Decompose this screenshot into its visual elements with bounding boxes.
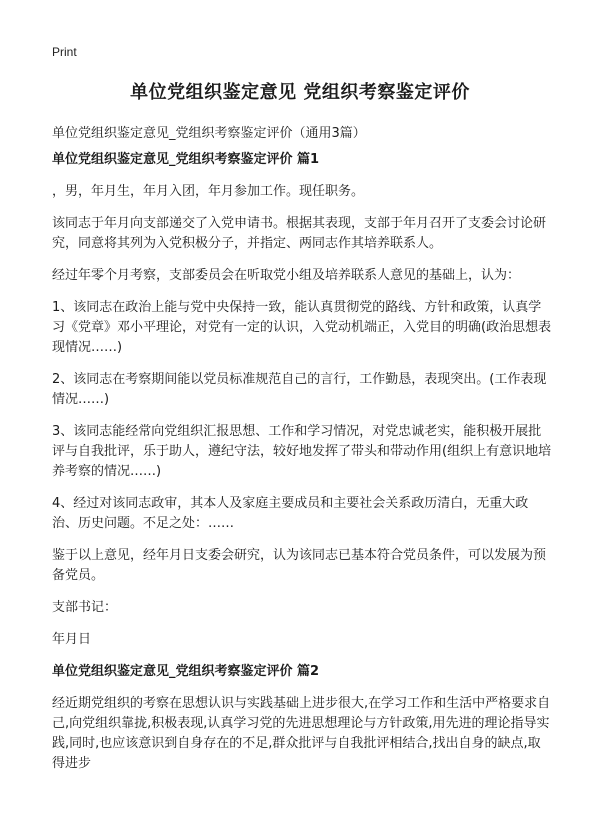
paragraph: 该同志于年月向支部递交了入党申请书。根据其表现，支部于年月召开了支委会讨论研究，同意将其列为入党积极分子，并指定、两同志作其培养联系人。 (52, 216, 547, 251)
paragraph: 经近期党组织的考察在思想认识与实践基础上进步很大,在学习工作和生活中严格要求自己,向党组织靠拢,积极表现,认真学习党的先进思想理论与方针政策,用先进的理论指导实践,同时,也应该意识到自身存在的不足,群众批评与自我批评相结合,找出自身的缺点,取得进步 (52, 696, 551, 771)
signature-label: 支部书记： (52, 600, 118, 615)
document-subtitle: 单位党组织鉴定意见_党组织考察鉴定评价（通用3篇） (52, 126, 366, 141)
paragraph: ，男，年月生，年月入团，年月参加工作。现任职务。 (52, 184, 365, 199)
paragraph: 4、经过对该同志政审，其本人及家庭主要成员和主要社会关系政历清白，无重大政治、历史问题。不足之处：…… (52, 496, 529, 531)
paragraph: 鉴于以上意见，经年月日支委会研究，认为该同志已基本符合党员条件，可以发展为预备党员。 (52, 548, 547, 583)
paragraph: 1、该同志在政治上能与党中央保持一致，能认真贯彻党的路线、方针和政策，认真学习《党章》邓小平理论，对党有一定的认识，入党动机端正，入党目的明确(政治思想表现情况……) (52, 300, 552, 355)
paragraph: 2、该同志在考察期间能以党员标准规范自己的言行，工作勤恳，表现突出。(工作表现情况……) (52, 372, 547, 407)
section-heading-1: 单位党组织鉴定意见_党组织考察鉴定评价 篇1 (52, 152, 320, 167)
paragraph: 3、该同志能经常向党组织汇报思想、工作和学习情况，对党忠诚老实，能积极开展批评与自我批评，乐于助人，遵纪守法，较好地发挥了带头和带动作用(组织上有意识地培养考察的情况……) (52, 424, 552, 479)
section-heading-2: 单位党组织鉴定意见_党组织考察鉴定评价 篇2 (52, 664, 320, 679)
page-title: 单位党组织鉴定意见 党组织考察鉴定评价 (130, 82, 470, 103)
date-label: 年月日 (52, 632, 92, 647)
document-body (52, 150, 552, 774)
print-link[interactable]: Print (52, 45, 77, 59)
paragraph: 经过年零个月考察，支部委员会在听取党小组及培养联系人意见的基础上，认为： (52, 268, 521, 283)
